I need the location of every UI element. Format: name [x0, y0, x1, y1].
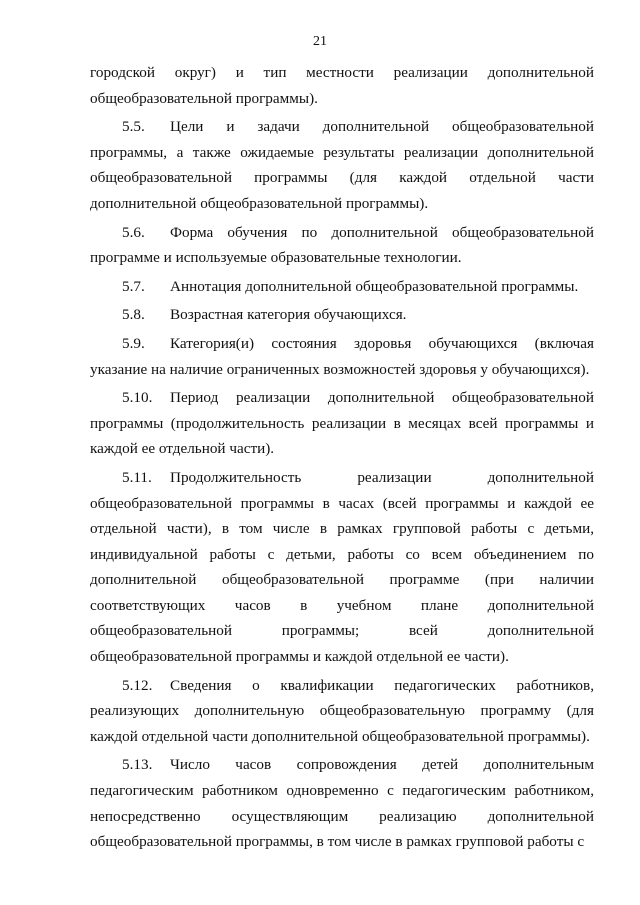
list-item-5-5 — [90, 114, 594, 216]
item-text: Период реализации дополнительной общеобразовательной программы (продолжительность реализации в месяцах всей программы и каждой ее отдельной части). — [90, 389, 594, 458]
list-item-5-9 — [90, 331, 594, 382]
item-text: Число часов сопровождения детей дополнительным педагогическим работником одновременно с педагогическим работником, непосредственно осуществляющим реализацию дополнительной общеобразовательной программы, в том числе в рамках групповой работы с — [90, 756, 594, 851]
list-item-5-6 — [90, 220, 594, 271]
item-text: Цели и задачи дополнительной общеобразовательной программы, а также ожидаемые результаты реализации дополнительной общеобразовательной программы (для каждой отдельной части дополнительной общеобразовательной программы). — [90, 118, 594, 212]
item-text: Сведения о квалификации педагогических работников, реализующих дополнительную общеобразовательную программу (для каждой отдельной части дополнительной общеобразовательной программы). — [90, 676, 594, 745]
intro-paragraph: городской округ) и тип местности реализации дополнительной общеобразовательной программы). — [90, 64, 594, 107]
list-item-5-8 — [90, 302, 594, 328]
item-number: 5.8. — [122, 306, 145, 324]
list-item-5-12 — [90, 673, 594, 750]
list-item-5-7 — [90, 274, 594, 300]
item-number: 5.12. — [122, 676, 153, 694]
item-text: Категория(и) состояния здоровья обучающихся (включая указание на наличие ограниченных возможностей здоровья у обучающихся). — [90, 334, 594, 378]
list-item-5-10 — [90, 385, 594, 462]
item-number: 5.9. — [122, 334, 145, 352]
item-number: 5.11. — [122, 468, 152, 486]
document-body — [90, 60, 594, 855]
item-text: Продолжительность реализации дополнительной общеобразовательной программы в часах (всей программы и каждой ее отдельной части), в том числе в рамках групповой работы с детьми, индивидуальной работы с детьми, работы со всем объединением по дополнительной общеобразовательной программе (при наличии соответствующих часов в учебном плане дополнительной общеобразовательной программы; всей дополнительной общеобразовательной программы и каждой отдельной ее части). — [90, 468, 594, 666]
item-text: Аннотация дополнительной общеобразовательной программы. — [170, 277, 579, 295]
item-number: 5.5. — [122, 118, 145, 136]
item-text: Возрастная категория обучающихся. — [170, 306, 407, 324]
item-text: Форма обучения по дополнительной общеобразовательной программе и используемые образовательные технологии. — [90, 223, 594, 267]
item-number: 5.7. — [122, 277, 145, 295]
item-number: 5.10. — [122, 389, 153, 407]
list-item-5-11 — [90, 465, 594, 670]
item-number: 5.13. — [122, 756, 153, 774]
item-number: 5.6. — [122, 223, 145, 241]
page-number: 21 — [313, 34, 327, 49]
list-item-5-13 — [90, 752, 594, 854]
